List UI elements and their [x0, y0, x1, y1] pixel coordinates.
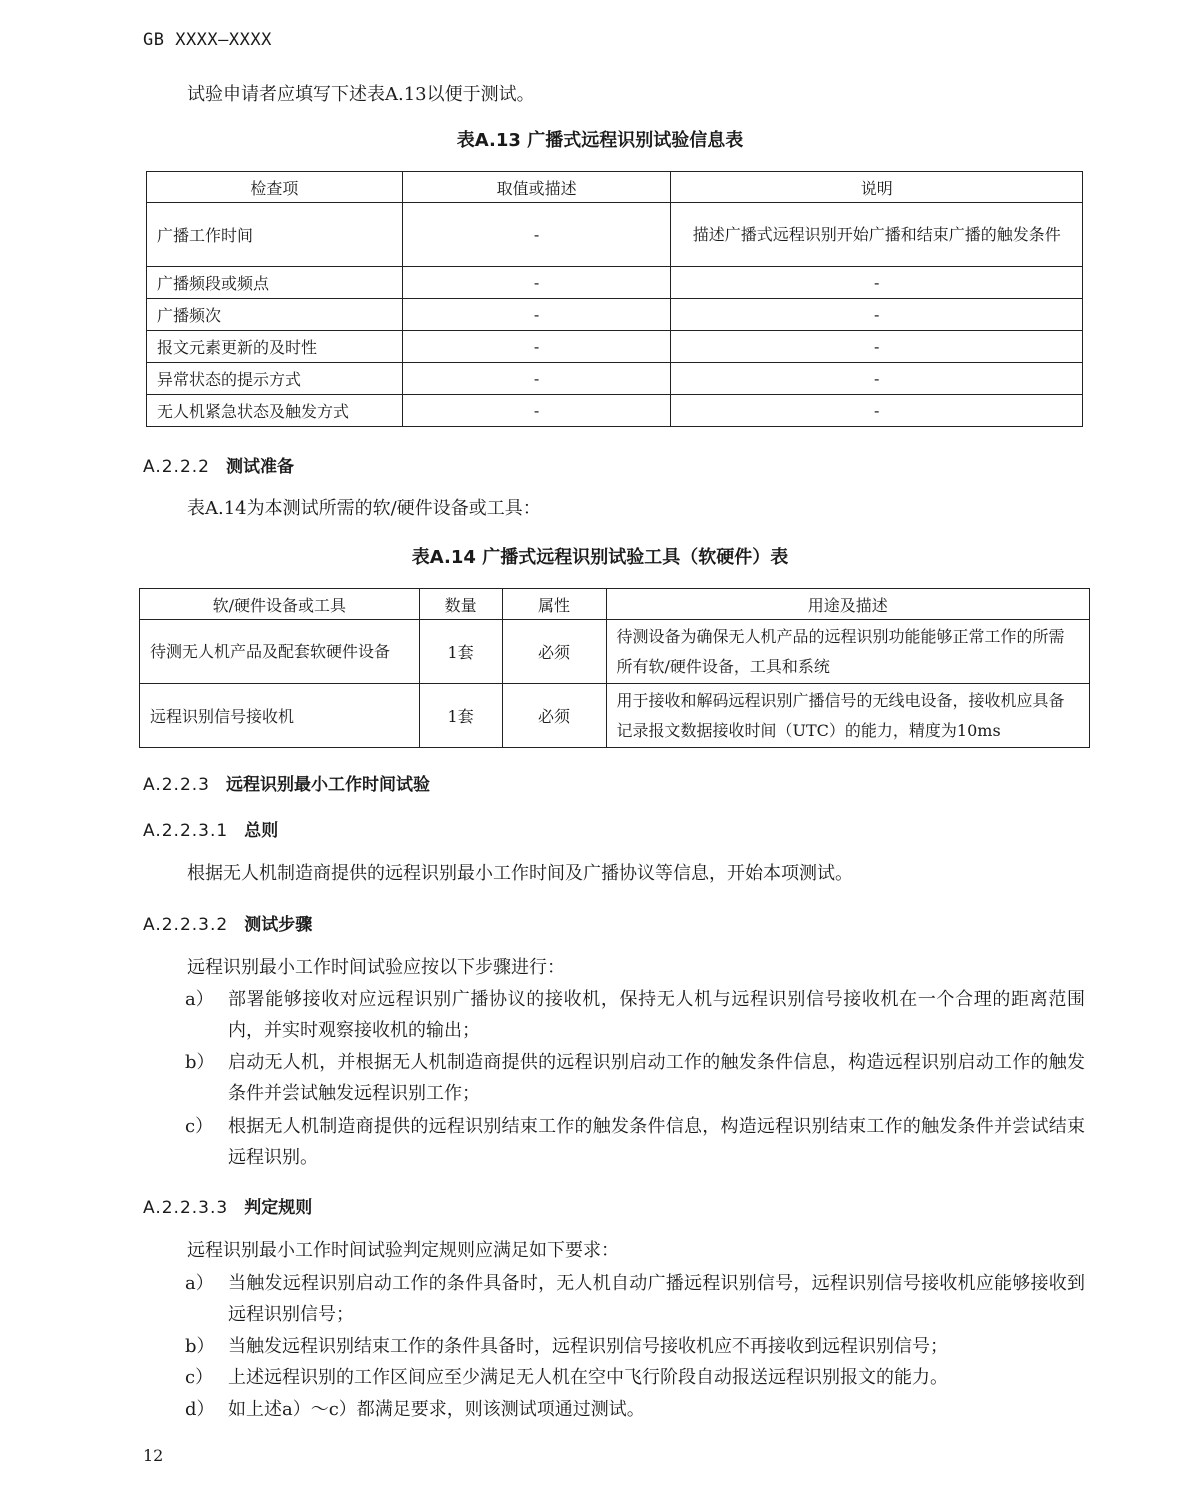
- list-marker: c）: [185, 1367, 214, 1388]
- table-row: [147, 203, 1083, 267]
- list-marker: b）: [185, 1052, 215, 1073]
- section-paragraph: 表A.14为本测试所需的软/硬件设备或工具：: [187, 498, 541, 519]
- list-item: [185, 1047, 1085, 1109]
- table-cell: -: [671, 363, 1083, 395]
- list-item-text: 启动无人机，并根据无人机制造商提供的远程识别启动工作的触发条件信息，构造远程识别启动工作的触发条件并尝试触发远程识别工作；: [228, 1052, 1085, 1104]
- section-paragraph: 远程识别最小工作时间试验判定规则应满足如下要求：: [187, 1240, 619, 1261]
- section-number: A.2.2.3: [143, 775, 210, 795]
- section-number: A.2.2.2: [143, 457, 210, 477]
- table-cell: 广播工作时间: [147, 203, 403, 267]
- list-item: [185, 1362, 1085, 1393]
- section-heading-a2232: [143, 910, 312, 935]
- table-cell: 待测无人机产品及配套软硬件设备: [140, 620, 420, 684]
- section-number: A.2.2.3.1: [143, 821, 229, 841]
- list-marker: c）: [185, 1116, 214, 1137]
- table-a14-caption: 表A.14 广播式远程识别试验工具（软硬件）表: [411, 547, 789, 568]
- section-number: A.2.2.3.3: [143, 1198, 229, 1218]
- header-cell: 属性: [502, 589, 606, 620]
- table-cell: 1套: [419, 684, 502, 748]
- table-cell: 用于接收和解码远程识别广播信号的无线电设备，接收机应具备记录报文数据接收时间（UTC）的能力，精度为10ms: [606, 684, 1089, 748]
- list-item-text: 如上述a）～c）都满足要求，则该测试项通过测试。: [228, 1399, 645, 1420]
- section-title: 测试准备: [226, 457, 294, 477]
- header-cell: 检查项: [147, 172, 403, 203]
- table-cell: -: [402, 363, 671, 395]
- table-row: [147, 299, 1083, 331]
- list-marker: a）: [185, 989, 214, 1010]
- table-row: [147, 331, 1083, 363]
- section-heading-a223: [143, 770, 430, 795]
- table-header-row: [140, 589, 1090, 620]
- table-cell: 无人机紧急状态及触发方式: [147, 395, 403, 427]
- table-cell: -: [402, 299, 671, 331]
- table-cell: 必须: [502, 620, 606, 684]
- table-cell: 必须: [502, 684, 606, 748]
- section-title: 判定规则: [244, 1198, 313, 1218]
- list-item: [185, 1394, 1085, 1425]
- intro-paragraph: 试验申请者应填写下述表A.13以便于测试。: [187, 84, 535, 105]
- table-cell: -: [402, 395, 671, 427]
- section-heading-a2231: [143, 816, 278, 841]
- list-item: [185, 984, 1085, 1046]
- table-cell: -: [671, 267, 1083, 299]
- header-cell: 用途及描述: [606, 589, 1089, 620]
- header-cell: 取值或描述: [402, 172, 671, 203]
- header-cell: 数量: [419, 589, 502, 620]
- table-header-row: [147, 172, 1083, 203]
- section-title: 总则: [244, 821, 279, 841]
- list-item-text: 根据无人机制造商提供的远程识别结束工作的触发条件信息，构造远程识别结束工作的触发条件并尝试结束远程识别。: [228, 1116, 1085, 1168]
- page-number: 12: [143, 1446, 164, 1465]
- section-number: A.2.2.3.2: [143, 915, 229, 935]
- table-cell: 1套: [419, 620, 502, 684]
- section-title: 测试步骤: [244, 915, 313, 935]
- table-row: [140, 684, 1090, 748]
- header-cell: 软/硬件设备或工具: [140, 589, 420, 620]
- table-cell: -: [671, 395, 1083, 427]
- table-row: [147, 267, 1083, 299]
- list-marker: a）: [185, 1273, 214, 1294]
- table-cell: -: [402, 203, 671, 267]
- table-cell: -: [402, 331, 671, 363]
- table-cell: 描述广播式远程识别开始广播和结束广播的触发条件: [671, 203, 1083, 267]
- list-marker: d）: [185, 1399, 215, 1420]
- section-title: 远程识别最小工作时间试验: [226, 775, 430, 795]
- table-a13-caption: 表A.13 广播式远程识别试验信息表: [456, 130, 744, 151]
- list-item-text: 当触发远程识别结束工作的条件具备时，远程识别信号接收机应不再接收到远程识别信号；: [228, 1336, 948, 1357]
- list-item-text: 部署能够接收对应远程识别广播协议的接收机，保持无人机与远程识别信号接收机在一个合理的距离范围内，并实时观察接收机的输出；: [228, 989, 1085, 1041]
- section-heading-a2233: [143, 1193, 312, 1218]
- document-code-header: GB XXXX—XXXX: [143, 30, 272, 50]
- table-row: [147, 395, 1083, 427]
- list-item: [185, 1268, 1085, 1330]
- table-a14: [139, 588, 1090, 748]
- table-row: [140, 620, 1090, 684]
- section-paragraph: 根据无人机制造商提供的远程识别最小工作时间及广播协议等信息，开始本项测试。: [187, 863, 853, 884]
- list-item: [185, 1331, 1085, 1362]
- section-paragraph: 远程识别最小工作时间试验应按以下步骤进行：: [187, 957, 565, 978]
- table-row: [147, 363, 1083, 395]
- table-cell: 报文元素更新的及时性: [147, 331, 403, 363]
- table-cell: 远程识别信号接收机: [140, 684, 420, 748]
- table-cell: 广播频段或频点: [147, 267, 403, 299]
- list-marker: b）: [185, 1336, 215, 1357]
- section-heading-a222: [143, 452, 294, 477]
- table-cell: 广播频次: [147, 299, 403, 331]
- list-item: [185, 1111, 1085, 1173]
- table-cell: -: [671, 299, 1083, 331]
- table-cell: 待测设备为确保无人机产品的远程识别功能能够正常工作的所需所有软/硬件设备，工具和系统: [606, 620, 1089, 684]
- list-item-text: 当触发远程识别启动工作的条件具备时，无人机自动广播远程识别信号，远程识别信号接收机应能够接收到远程识别信号；: [228, 1273, 1085, 1325]
- table-cell: 异常状态的提示方式: [147, 363, 403, 395]
- header-cell: 说明: [671, 172, 1083, 203]
- table-cell: -: [402, 267, 671, 299]
- table-a13: [146, 171, 1083, 427]
- table-cell: -: [671, 331, 1083, 363]
- list-item-text: 上述远程识别的工作区间应至少满足无人机在空中飞行阶段自动报送远程识别报文的能力。: [228, 1367, 948, 1388]
